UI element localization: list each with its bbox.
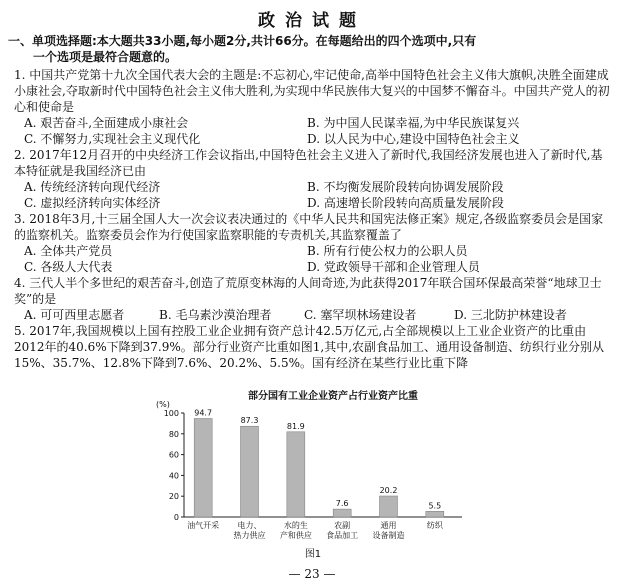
option-d: D. 以人民为中心,建设中国特色社会主义 [307, 132, 520, 146]
chart-svg [150, 387, 470, 565]
question-options [14, 243, 610, 275]
question-3 [14, 211, 610, 275]
question-stem: 4. 三代人半个多世纪的艰苦奋斗,创造了荒原变林海的人间奇迹,为此获得2017年联合国环保最高荣誉“地球卫士奖”的是 [14, 276, 602, 306]
x-tick-label: 油气开采 [187, 521, 220, 530]
question-options [14, 179, 610, 211]
option-b: B. 不均衡发展阶段转向协调发展阶段 [307, 180, 504, 194]
page-title: 政治试题 [258, 11, 366, 31]
data-label: 87.3 [240, 416, 259, 426]
x-tick-label: 热力供应 [233, 531, 266, 540]
question-5 [14, 323, 610, 371]
section-instruction-continued: 一个选项是最符合题意的。 [33, 50, 178, 64]
y-tick-label: 60 [168, 450, 179, 460]
option-c: C. 虚拟经济转向实体经济 [24, 196, 161, 210]
x-tick-label: 设备制造 [372, 531, 405, 540]
section-heading [8, 33, 616, 65]
question-options [14, 115, 610, 147]
data-label: 7.6 [335, 499, 349, 509]
data-label: 94.7 [194, 408, 213, 418]
question-list [14, 67, 610, 371]
x-tick-label: 农副 [334, 521, 351, 530]
y-tick-label: 20 [168, 492, 179, 502]
option-d: D. 高速增长阶段转向高质量发展阶段 [307, 196, 504, 210]
x-tick-label: 电力、 [237, 521, 262, 530]
option-b: B. 为中国人民谋幸福,为中华民族谋复兴 [307, 116, 520, 130]
option-c: C. 各级人大代表 [24, 260, 113, 274]
x-tick-label: 食品加工 [326, 531, 359, 540]
section-instruction: 一、单项选择题:本大题共33小题,每小题2分,共计66分。在每题给出的四个选项中,只有 [8, 34, 477, 48]
data-label: 5.5 [428, 501, 442, 511]
bar-chart [150, 387, 470, 565]
option-a: A. 全体共产党员 [24, 244, 113, 258]
question-2 [14, 147, 610, 211]
y-tick-label: 100 [163, 409, 179, 418]
question-stem: 3. 2018年3月,十三届全国人大一次会议表决通过的《中华人民共和国宪法修正案》规定,各级监察委员会是国家的监察机关。监察委员会作为行使国家监察职能的专责机关,其监察覆盖了 [14, 212, 604, 242]
x-tick-label: 产和供应 [279, 531, 312, 540]
y-tick-label: 80 [168, 429, 179, 439]
question-stem: 5. 2017年,我国规模以上国有控股工业企业拥有资产总计42.5万亿元,占全部规模以上工业企业资产的比重由2012年的40.6%下降到37.9%。部分行业资产比重如图1,其中,农副食品加工、通用设备制造、纺织行业分别从15%、35.7%、12.8%下降到7.6%、20.2%、5.5%。国有经济在某些行业比重下降 [14, 324, 605, 370]
chart-bar [287, 432, 305, 517]
option-a: A. 可可西里志愿者 [24, 308, 125, 322]
data-label: 20.2 [379, 485, 398, 495]
question-stem: 1. 中国共产党第十九次全国代表大会的主题是:不忘初心,牢记使命,高举中国特色社会主义伟大旗帜,决胜全面建成小康社会,夺取新时代中国特色社会主义伟大胜利,为实现中华民族伟大复兴的中国梦不懈奋斗。中国共产党人的初心和使命是 [14, 68, 610, 114]
chart-title: 部分国有工业企业资产占行业资产比重 [248, 391, 418, 402]
y-tick-label: 0 [173, 513, 179, 522]
option-d: D. 党政领导干部和企业管理人员 [307, 260, 480, 274]
question-options [14, 307, 610, 323]
question-stem: 2. 2017年12月召开的中央经济工作会议指出,中国特色社会主义进入了新时代,我国经济发展也进入了新时代,基本特征就是我国经济已由 [14, 148, 603, 178]
option-b: B. 所有行使公权力的公职人员 [307, 244, 468, 258]
data-label: 81.9 [286, 421, 305, 431]
x-tick-label: 通用 [380, 521, 397, 530]
option-d: D. 三北防护林建设者 [454, 308, 567, 322]
y-axis-label: (%) [156, 400, 170, 409]
x-tick-label: 纺织 [426, 521, 443, 530]
option-c: C. 不懈努力,实现社会主义现代化 [24, 132, 201, 146]
chart-bar [380, 496, 398, 517]
page-number: — 23 — [288, 567, 336, 581]
question-1 [14, 67, 610, 147]
option-a: A. 传统经济转向现代经济 [24, 180, 161, 194]
option-b: B. 毛乌素沙漠治理者 [159, 308, 272, 322]
option-c: C. 塞罕坝林场建设者 [304, 308, 417, 322]
option-a: A. 艰苦奋斗,全面建成小康社会 [24, 116, 189, 130]
chart-bar [333, 509, 351, 517]
chart-bar [194, 419, 212, 517]
chart-bar [426, 511, 444, 517]
y-tick-label: 40 [168, 471, 179, 481]
x-tick-label: 水的生 [283, 521, 308, 530]
chart-caption: 图1 [304, 549, 322, 560]
chart-bar [241, 426, 259, 517]
question-4 [14, 275, 610, 323]
